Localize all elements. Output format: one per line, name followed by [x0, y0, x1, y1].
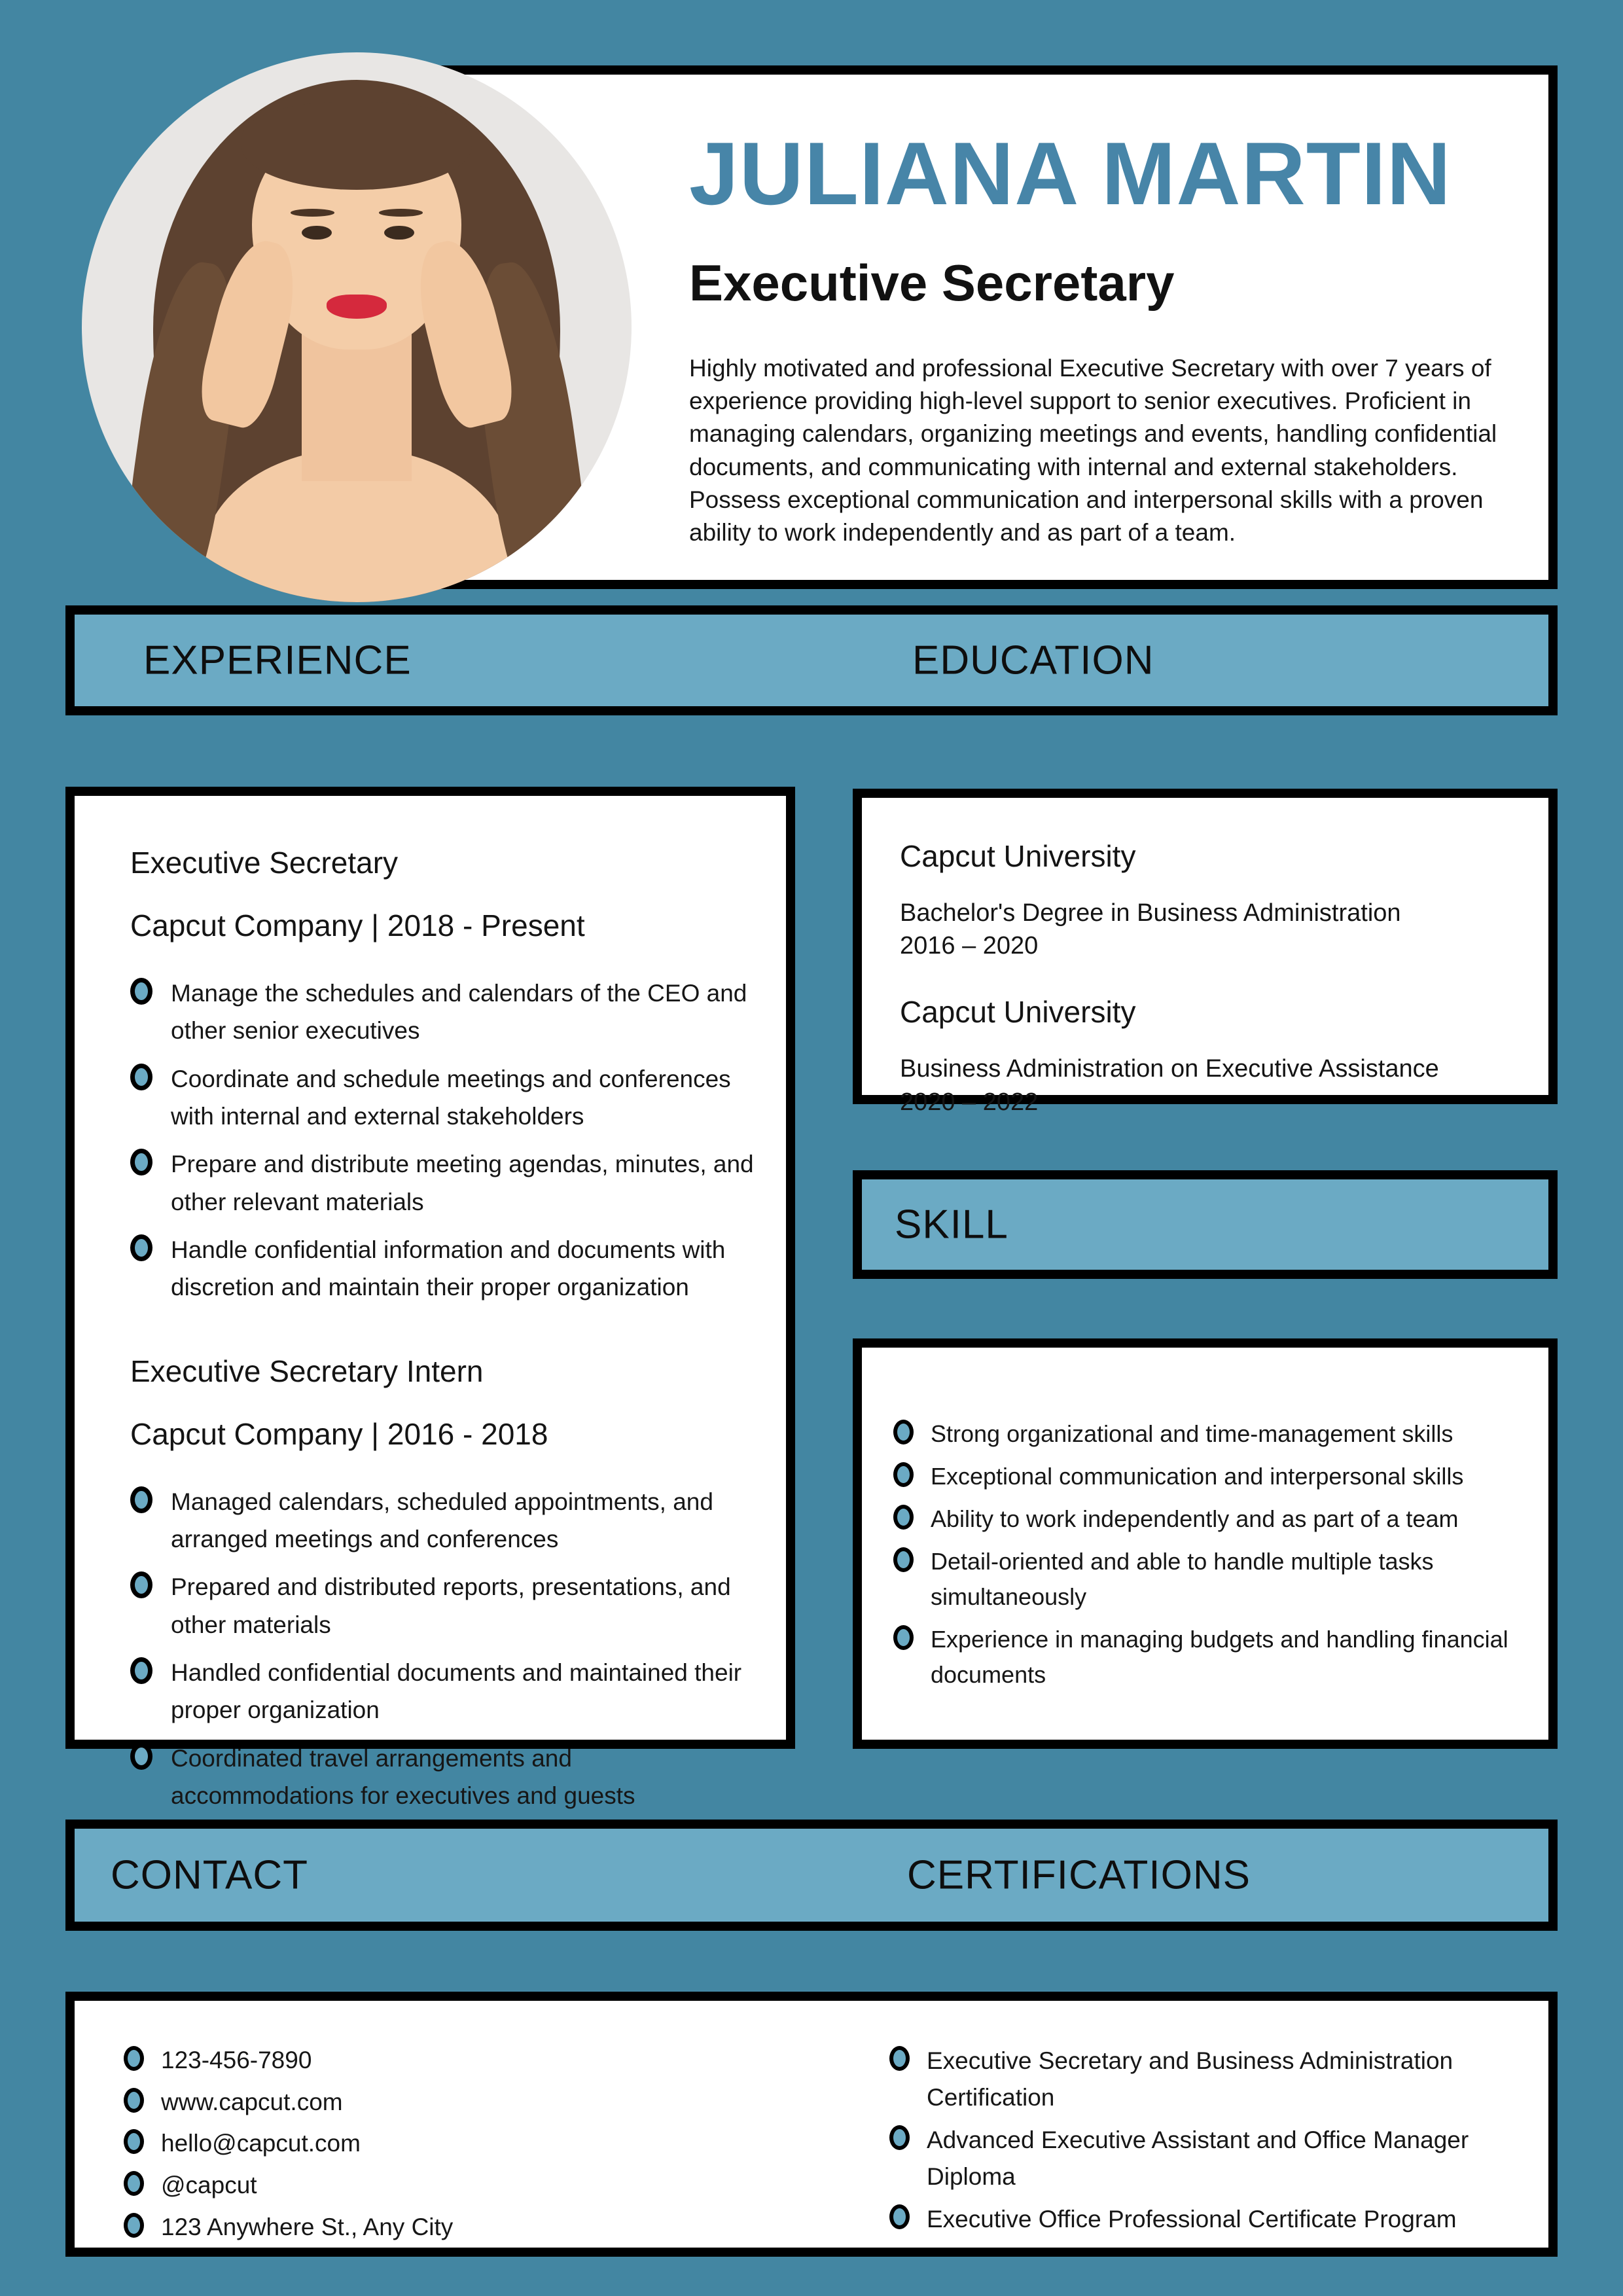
bullet-circle-icon: [889, 2204, 910, 2229]
education-years: 2020 – 2022: [900, 1088, 1039, 1116]
list-item: [889, 2043, 1567, 2115]
list-item: [893, 1501, 1525, 1537]
degree-name: Business Administration on Executive Assistance: [900, 1055, 1439, 1083]
list-item: [124, 2126, 750, 2161]
bullet-text: Manage the schedules and calendars of the CEO and other senior executives: [171, 980, 747, 1045]
list-item: [130, 1145, 760, 1221]
bullet-text: Handle confidential information and documents with discretion and maintain their proper organization: [171, 1236, 726, 1301]
experience-job: [130, 1354, 760, 1815]
bullet-circle-icon: [893, 1420, 914, 1444]
skills-panel: [853, 1338, 1558, 1749]
list-item: [124, 2085, 750, 2120]
bullet-circle-icon: [124, 2129, 144, 2154]
list-item: [893, 1544, 1525, 1615]
bullet-circle-icon: [893, 1462, 914, 1487]
job-role: Executive Secretary Intern: [130, 1354, 484, 1388]
bullet-circle-icon: [130, 1571, 152, 1598]
education-panel: [853, 789, 1558, 1116]
contact-social-handle: @capcut: [161, 2171, 257, 2198]
bullet-circle-icon: [130, 978, 152, 1005]
bullet-circle-icon: [124, 2213, 144, 2238]
list-item: [124, 2168, 750, 2203]
education-entry: [900, 838, 1522, 960]
section-title-certifications: CERTIFICATIONS: [907, 1852, 1251, 1898]
list-item: [130, 1654, 760, 1729]
bullet-text: Managed calendars, scheduled appointments, and arranged meetings and conferences: [171, 1488, 713, 1553]
list-item: [889, 2122, 1567, 2195]
bullet-circle-icon: [889, 2046, 910, 2071]
bullet-circle-icon: [130, 1486, 152, 1513]
bullet-circle-icon: [130, 1657, 152, 1684]
certification-text: Executive Secretary and Business Administration Certification: [927, 2047, 1454, 2111]
list-item: [124, 2210, 750, 2245]
list-item: [130, 1060, 760, 1136]
section-title-contact: CONTACT: [111, 1852, 309, 1898]
degree-name: Bachelor's Degree in Business Administration: [900, 899, 1401, 927]
school-name: Capcut University: [900, 995, 1136, 1030]
contact-website: www.capcut.com: [161, 2088, 343, 2115]
job-bullet-list: [130, 1483, 760, 1815]
bullet-text: Prepared and distributed reports, presentations, and other materials: [171, 1573, 731, 1638]
list-item: [893, 1622, 1525, 1693]
contact-email: hello@capcut.com: [161, 2130, 361, 2157]
bullet-text: Prepare and distribute meeting agendas, minutes, and other relevant materials: [171, 1151, 754, 1215]
section-bar-skill: [853, 1170, 1558, 1279]
bullet-circle-icon: [130, 1743, 152, 1770]
job-role: Executive Secretary: [130, 846, 399, 880]
person-job-title: Executive Secretary: [689, 253, 1175, 312]
list-item: [130, 1740, 760, 1815]
bullet-circle-icon: [893, 1505, 914, 1530]
bullet-text: Coordinated travel arrangements and accommodations for executives and guests: [171, 1744, 635, 1810]
skill-text: Ability to work independently and as part of a team: [931, 1505, 1459, 1532]
list-item: [130, 1483, 760, 1558]
photo-bangs-shape: [241, 102, 473, 190]
section-title-experience: EXPERIENCE: [143, 637, 412, 683]
list-item: [130, 975, 760, 1050]
bullet-circle-icon: [889, 2125, 910, 2150]
skill-text: Exceptional communication and interpersonal skills: [931, 1463, 1464, 1490]
job-company-dates: Capcut Company | 2016 - 2018: [130, 1416, 548, 1451]
skill-text: Detail-oriented and able to handle multiple tasks simultaneously: [931, 1548, 1434, 1610]
skill-text: Experience in managing budgets and handling financial documents: [931, 1626, 1508, 1688]
experience-job: [130, 845, 760, 1306]
bullet-circle-icon: [130, 1064, 152, 1090]
section-bar-contact-certifications: [65, 1820, 1558, 1931]
education-years: 2016 – 2020: [900, 932, 1039, 960]
bullet-circle-icon: [124, 2088, 144, 2113]
certification-text: Executive Office Professional Certificate Program: [927, 2206, 1457, 2233]
bullet-text: Handled confidential documents and maintained their proper organization: [171, 1659, 742, 1724]
section-title-skill: SKILL: [895, 1202, 1008, 1247]
certification-text: Advanced Executive Assistant and Office Manager Diploma: [927, 2126, 1469, 2190]
list-item: [893, 1416, 1525, 1452]
bullet-circle-icon: [130, 1149, 152, 1175]
contact-address: 123 Anywhere St., Any City: [161, 2213, 454, 2240]
education-entry: [900, 994, 1522, 1116]
bullet-circle-icon: [130, 1234, 152, 1261]
job-company-dates: Capcut Company | 2018 - Present: [130, 908, 585, 942]
list-item: [124, 2043, 750, 2078]
profile-photo: [82, 52, 632, 602]
profile-summary: Highly motivated and professional Executive Secretary with over 7 years of experience providing high-level support to senior executives. Proficient in managing calendars, organizing meetings and events, handling confidential documents, and communicating with internal and external stakeholders. Possess exceptional communication and interpersonal skills with a proven ability to work independently and as part of a team.: [689, 354, 1497, 547]
section-bar-experience-education: [65, 605, 1558, 715]
list-item: [889, 2201, 1567, 2238]
contact-certifications-panel: [65, 1992, 1558, 2257]
person-name: JULIANA MARTIN: [689, 124, 1452, 223]
job-bullet-list: [130, 975, 760, 1306]
bullet-circle-icon: [124, 2046, 144, 2071]
bullet-circle-icon: [893, 1547, 914, 1572]
bullet-text: Coordinate and schedule meetings and conferences with internal and external stakeholders: [171, 1065, 731, 1130]
experience-panel: [65, 787, 795, 1810]
bullet-circle-icon: [124, 2171, 144, 2196]
skill-text: Strong organizational and time-management skills: [931, 1420, 1454, 1447]
certifications-list: [889, 2043, 1567, 2244]
list-item: [893, 1459, 1525, 1494]
contact-phone: 123-456-7890: [161, 2047, 312, 2073]
bullet-circle-icon: [893, 1625, 914, 1650]
school-name: Capcut University: [900, 839, 1136, 873]
list-item: [130, 1231, 760, 1306]
section-title-education: EDUCATION: [912, 637, 1154, 683]
contact-list: [124, 2043, 750, 2251]
list-item: [130, 1568, 760, 1643]
